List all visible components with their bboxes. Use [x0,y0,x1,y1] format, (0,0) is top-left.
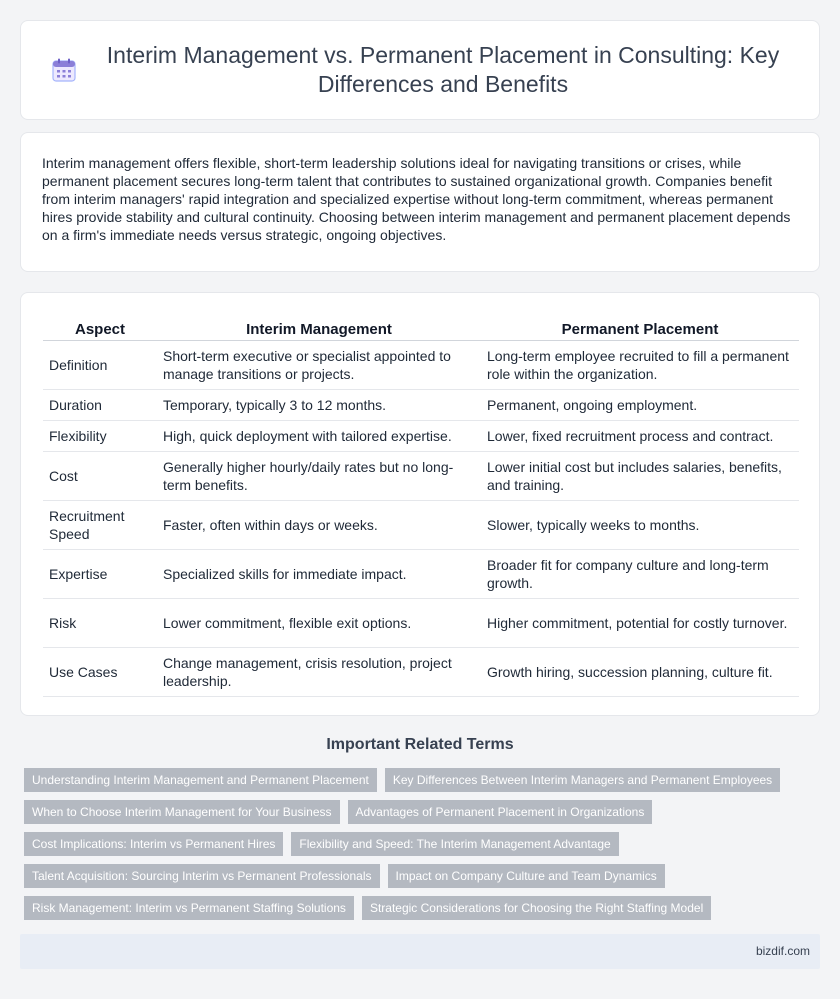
cell-permanent: Broader fit for company culture and long-term growth. [481,549,799,598]
cell-aspect: Recruitment Speed [43,500,157,549]
related-term-tag[interactable]: Impact on Company Culture and Team Dynamics [388,864,665,888]
table-row [43,451,799,500]
cell-aspect: Flexibility [43,420,157,451]
related-term-tag[interactable]: Risk Management: Interim vs Permanent Staffing Solutions [24,896,354,920]
cell-aspect: Expertise [43,549,157,598]
cell-interim: High, quick deployment with tailored expertise. [157,420,481,451]
cell-interim: Lower commitment, flexible exit options. [157,598,481,647]
cell-interim: Specialized skills for immediate impact. [157,549,481,598]
header-aspect: Aspect [43,315,157,340]
header-card [20,20,820,120]
related-term-tag[interactable]: Advantages of Permanent Placement in Organizations [348,800,653,824]
cell-interim: Temporary, typically 3 to 12 months. [157,389,481,420]
table-row [43,549,799,598]
cell-interim: Change management, crisis resolution, project leadership. [157,647,481,696]
cell-permanent: Lower initial cost but includes salaries, benefits, and training. [481,451,799,500]
related-term-tag[interactable]: Key Differences Between Interim Managers and Permanent Employees [385,768,780,792]
table-row [43,420,799,451]
cell-interim: Faster, often within days or weeks. [157,500,481,549]
cell-aspect: Use Cases [43,647,157,696]
cell-aspect: Risk [43,598,157,647]
table-row [43,389,799,420]
table-row [43,598,799,647]
cell-permanent: Long-term employee recruited to fill a permanent role within the organization. [481,340,799,389]
table-row [43,340,799,389]
cell-aspect: Cost [43,451,157,500]
table-row [43,647,799,696]
footer [20,934,820,969]
intro-paragraph: Interim management offers flexible, short-term leadership solutions ideal for navigating transitions or crises, while permanent placement secures long-term talent that contributes to sustained organizational growth. Companies benefit from interim managers' rapid integration and specialized expertise without long-term commitment, whereas permanent hires provide stability and cultural continuity. Choosing between interim management and permanent placement depends on a firm's immediate needs versus strategic, ongoing objectives. [42,155,791,243]
related-term-tag[interactable]: Flexibility and Speed: The Interim Management Advantage [291,832,618,856]
cell-permanent: Growth hiring, succession planning, culture fit. [481,647,799,696]
comparison-table-card [20,292,820,716]
page-title: Interim Management vs. Permanent Placement in Consulting: Key Differences and Benefits [106,42,780,97]
related-terms-tags [24,768,824,920]
header-interim: Interim Management [157,315,481,340]
cell-aspect: Duration [43,389,157,420]
intro-card [20,132,820,272]
related-term-tag[interactable]: Understanding Interim Management and Permanent Placement [24,768,377,792]
cell-permanent: Lower, fixed recruitment process and contract. [481,420,799,451]
cell-permanent: Slower, typically weeks to months. [481,500,799,549]
related-term-tag[interactable]: When to Choose Interim Management for Your Business [24,800,340,824]
related-term-tag[interactable]: Talent Acquisition: Sourcing Interim vs Permanent Professionals [24,864,380,888]
cell-interim: Short-term executive or specialist appointed to manage transitions or projects. [157,340,481,389]
cell-permanent: Permanent, ongoing employment. [481,389,799,420]
cell-interim: Generally higher hourly/daily rates but no long-term benefits. [157,451,481,500]
cell-permanent: Higher commitment, potential for costly turnover. [481,598,799,647]
cell-aspect: Definition [43,340,157,389]
table-header-row [43,315,799,340]
calendar-icon [51,57,77,83]
table-row [43,500,799,549]
comparison-table [43,315,799,697]
related-term-tag[interactable]: Strategic Considerations for Choosing the Right Staffing Model [362,896,711,920]
related-term-tag[interactable]: Cost Implications: Interim vs Permanent Hires [24,832,283,856]
related-terms-title: Important Related Terms [326,736,514,753]
footer-site-link[interactable]: bizdif.com [755,944,810,958]
header-permanent: Permanent Placement [481,315,799,340]
